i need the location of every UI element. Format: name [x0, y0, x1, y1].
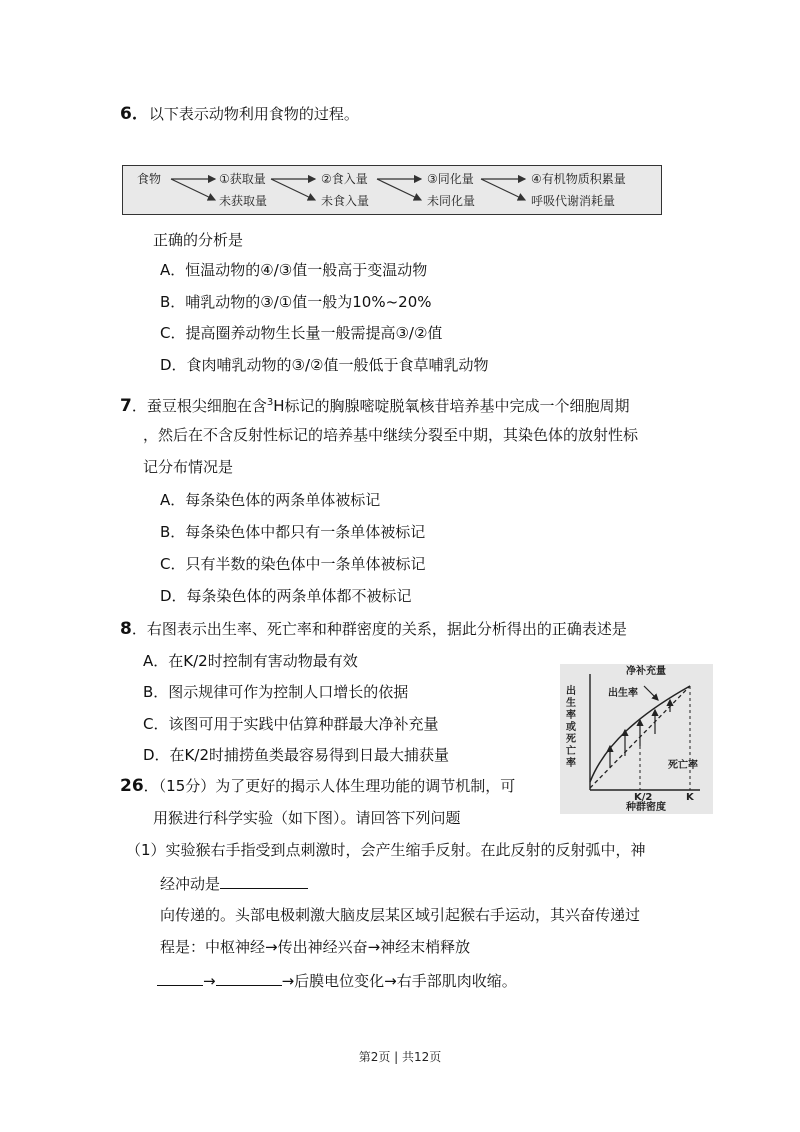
population-chart — [560, 664, 713, 814]
node-assimilated: ③同化量 — [427, 172, 474, 186]
page-footer: 第2页 | 共12页 — [358, 1050, 442, 1064]
food-utilization-diagram — [122, 165, 662, 215]
question-text: →后膜电位变化→右手部肌肉收缩。 — [281, 972, 517, 990]
question-number: 8 — [120, 619, 132, 639]
node-obtained: ①获取量 — [219, 172, 266, 186]
question-26-sub1-line5 — [157, 969, 517, 991]
question-text: ．（15分）为了更好的揭示人体生理功能的调节机制，可 — [143, 777, 516, 795]
node-food: 食物 — [137, 172, 162, 186]
question-7-option-a: A．每条染色体的两条单体被标记 — [160, 491, 381, 509]
arrow-text: → — [203, 972, 216, 990]
question-text: 以下表示动物利用食物的过程。 — [148, 105, 359, 123]
node-ingested: ②食入量 — [321, 172, 368, 186]
node-not-obtained: 未获取量 — [219, 194, 268, 208]
superscript: 3 — [266, 397, 274, 408]
label-death-rate: 死亡率 — [668, 760, 698, 771]
answer-blank[interactable] — [216, 969, 282, 986]
question-8-stem — [120, 619, 627, 639]
question-7-stem-line2: ，然后在不含反射性标记的培养基中继续分裂至中期，其染色体的放射性标 — [143, 426, 639, 444]
label-net-replenishment: 净补充量 — [626, 666, 666, 677]
question-6-prompt: 正确的分析是 — [153, 231, 244, 249]
question-6-stem: 6．以下表示动物利用食物的过程。 — [120, 104, 359, 124]
question-26-line1 — [120, 776, 515, 796]
node-accumulated: ④有机物质积累量 — [531, 172, 626, 186]
question-8-option-d: D．在K/2时捕捞鱼类最容易得到日最大捕获量 — [143, 746, 449, 764]
question-7-option-c: C．只有半数的染色体中一条单体被标记 — [160, 555, 426, 573]
y-axis-label: 出生率或死亡率 — [566, 686, 576, 769]
question-6-option-a: A．恒温动物的④/③值一般高于变温动物 — [160, 261, 428, 279]
question-8-option-b: B．图示规律可作为控制人口增长的依据 — [143, 683, 409, 701]
question-26-sub1-line4: 程是：中枢神经→传出神经兴奋→神经末梢释放 — [160, 938, 471, 956]
answer-blank[interactable] — [220, 872, 308, 889]
node-not-ingested: 未食入量 — [321, 194, 370, 208]
tick-k-half: K/2 — [634, 792, 653, 803]
question-7-stem-line1 — [120, 393, 630, 416]
answer-blank[interactable] — [157, 969, 203, 986]
question-number: 26 — [120, 776, 144, 796]
question-7-option-d: D．每条染色体的两条单体都不被标记 — [160, 587, 412, 605]
question-26-sub1-line2 — [160, 872, 308, 894]
x-axis-label: 种群密度 — [626, 802, 666, 813]
tick-k: K — [686, 792, 694, 803]
question-number: 7 — [120, 396, 132, 416]
question-number: 6 — [120, 104, 132, 124]
question-6-option-c: C．提高圈养动物生长量一般需提高③/②值 — [160, 324, 443, 342]
question-text: H标记的胸腺嘧啶脱氧核苷培养基中完成一个细胞周期 — [273, 397, 630, 415]
question-8-option-a: A．在K/2时控制有害动物最有效 — [143, 652, 358, 670]
question-8-option-c: C．该图可用于实践中估算种群最大净补充量 — [143, 715, 439, 733]
question-7-stem-line3: 记分布情况是 — [143, 458, 234, 476]
node-respiration: 呼吸代谢消耗量 — [531, 194, 616, 208]
question-6-option-d: D．食肉哺乳动物的③/②值一般低于食草哺乳动物 — [160, 356, 489, 374]
question-text: ．右图表示出生率、死亡率和种群密度的关系，据此分析得出的正确表述是 — [131, 620, 627, 638]
label-birth-rate: 出生率 — [608, 688, 638, 699]
question-6-option-b: B．哺乳动物的③/①值一般为10%~20% — [160, 293, 432, 311]
question-26-line2: 用猴进行科学实验（如下图）。请回答下列问题 — [153, 809, 461, 827]
question-7-option-b: B．每条染色体中都只有一条单体被标记 — [160, 523, 426, 541]
question-26-sub1-line1: （1）实验猴右手指受到点刺激时，会产生缩手反射。在此反射的反射弧中，神 — [126, 841, 646, 859]
node-not-assimilated: 未同化量 — [427, 194, 476, 208]
question-text: 经冲动是 — [160, 875, 221, 893]
question-text: ．蚕豆根尖细胞在含 — [131, 397, 267, 415]
question-26-sub1-line3: 向传递的。头部电极刺激大脑皮层某区域引起猴右手运动，其兴奋传递过 — [160, 906, 641, 924]
